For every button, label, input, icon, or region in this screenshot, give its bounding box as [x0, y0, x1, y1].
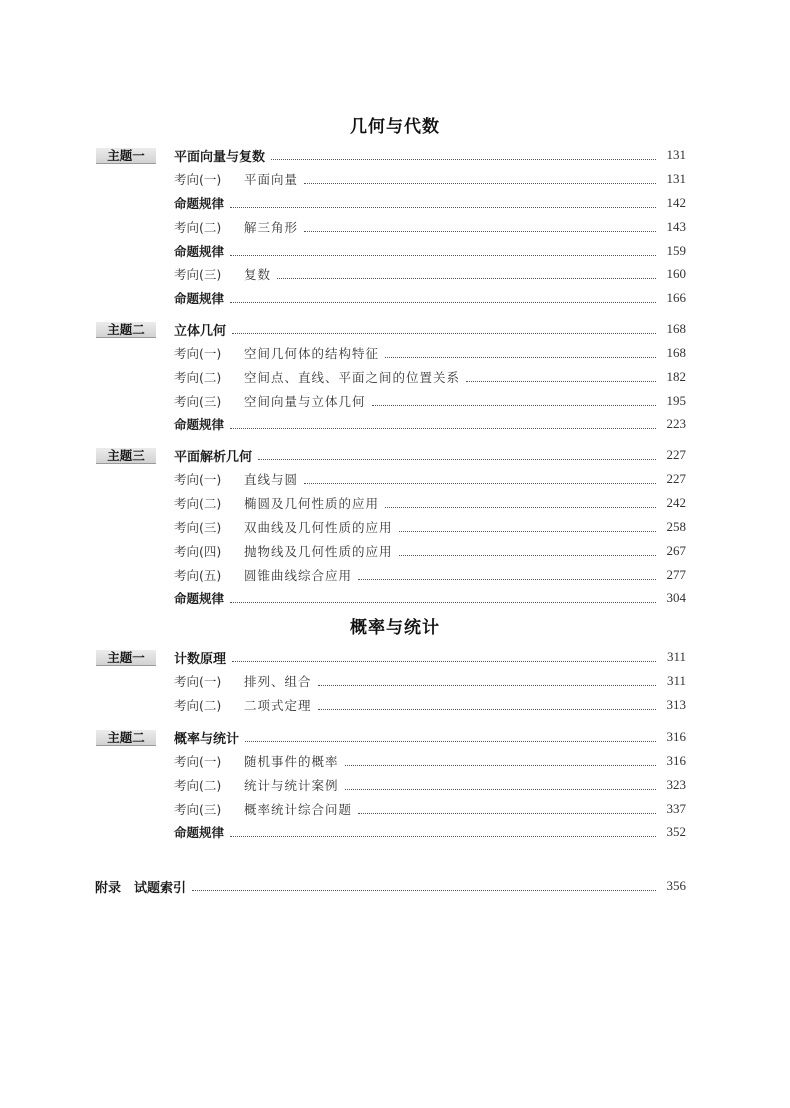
page-number: 304: [666, 590, 686, 605]
topic-label: 考向(二) 解三角形: [174, 220, 299, 235]
dot-leader: [399, 531, 656, 532]
dot-leader: [304, 483, 656, 484]
toc-entry[interactable]: [174, 446, 686, 464]
dot-leader: [358, 579, 656, 580]
dot-leader: [318, 709, 656, 710]
toc-entry[interactable]: [174, 589, 686, 607]
page-number: 227: [666, 447, 686, 462]
page-number: 131: [666, 171, 686, 186]
topic-label: 考向(二) 统计与统计案例: [174, 778, 339, 793]
dot-leader: [345, 765, 656, 766]
dot-leader: [232, 661, 656, 662]
page-number: 223: [666, 416, 686, 431]
theme-title: 平面向量与复数: [174, 149, 266, 165]
theme-title: 计数原理: [174, 651, 227, 667]
toc-entry[interactable]: [174, 368, 686, 386]
rule-label: 命题规律: [174, 591, 225, 606]
page-number: 160: [666, 266, 686, 281]
theme-title: 立体几何: [174, 323, 227, 339]
toc-entry[interactable]: [174, 146, 686, 164]
page-number: 311: [666, 673, 686, 688]
dot-leader: [345, 789, 656, 790]
topic-label: 考向(四) 抛物线及几何性质的应用: [174, 544, 393, 559]
page-number: 352: [666, 824, 686, 839]
dot-leader: [466, 381, 656, 382]
dot-leader: [230, 207, 656, 208]
topic-label: 考向(一) 空间几何体的结构特征: [174, 346, 380, 361]
theme-tag: 主题二: [96, 730, 156, 746]
page-number: 311: [666, 649, 686, 664]
rule-label: 命题规律: [174, 825, 225, 840]
rule-label: 命题规律: [174, 291, 225, 306]
toc-entry[interactable]: [174, 265, 686, 283]
dot-leader: [304, 183, 656, 184]
dot-leader: [230, 302, 656, 303]
toc-entry[interactable]: [174, 800, 686, 818]
toc-entry[interactable]: [174, 289, 686, 307]
page-number: 316: [666, 729, 686, 744]
page-number: 142: [666, 195, 686, 210]
page-number: 182: [666, 369, 686, 384]
toc-entry[interactable]: [174, 542, 686, 560]
dot-leader: [192, 890, 656, 891]
page-number: 227: [666, 471, 686, 486]
theme-title: 平面解析几何: [174, 449, 253, 465]
theme-tag: 主题二: [96, 322, 156, 338]
page-number: 267: [666, 543, 686, 558]
toc-entry[interactable]: [174, 218, 686, 236]
page-number: 242: [666, 495, 686, 510]
rule-label: 命题规律: [174, 196, 225, 211]
dot-leader: [245, 741, 656, 742]
toc-entry[interactable]: [174, 566, 686, 584]
topic-label: 考向(二) 二项式定理: [174, 698, 312, 713]
toc-entry[interactable]: [174, 344, 686, 362]
page-number: 313: [666, 697, 686, 712]
topic-label: 考向(二) 空间点、直线、平面之间的位置关系: [174, 370, 461, 385]
page-number: 195: [666, 393, 686, 408]
toc-entry[interactable]: [174, 320, 686, 338]
dot-leader: [399, 555, 656, 556]
page-number: 168: [666, 321, 686, 336]
dot-leader: [230, 428, 656, 429]
topic-label: 考向(一) 随机事件的概率: [174, 754, 339, 769]
section-title: 几何与代数: [350, 117, 440, 137]
topic-label: 考向(一) 平面向量: [174, 172, 299, 187]
section-title: 概率与统计: [350, 618, 440, 638]
toc-entry[interactable]: [174, 776, 686, 794]
topic-label: 考向(三) 空间向量与立体几何: [174, 394, 366, 409]
page-number: 337: [666, 801, 686, 816]
topic-label: 考向(五) 圆锥曲线综合应用: [174, 568, 353, 583]
dot-leader: [271, 159, 656, 160]
page-number: 166: [666, 290, 686, 305]
topic-label: 考向(三) 复数: [174, 267, 272, 282]
rule-label: 命题规律: [174, 417, 225, 432]
topic-label: 考向(三) 概率统计综合问题: [174, 802, 353, 817]
theme-tag: 主题一: [96, 650, 156, 666]
toc-entry[interactable]: [174, 518, 686, 536]
toc-entry[interactable]: [174, 194, 686, 212]
toc-entry[interactable]: [174, 648, 686, 666]
toc-entry[interactable]: [174, 823, 686, 841]
toc-entry[interactable]: [174, 392, 686, 410]
page-number: 316: [666, 753, 686, 768]
toc-entry[interactable]: [174, 415, 686, 433]
topic-label: 考向(三) 双曲线及几何性质的应用: [174, 520, 393, 535]
theme-tag: 主题一: [96, 148, 156, 164]
page-number: 131: [666, 147, 686, 162]
dot-leader: [304, 231, 656, 232]
dot-leader: [230, 255, 656, 256]
toc-entry[interactable]: [174, 696, 686, 714]
dot-leader: [230, 836, 656, 837]
toc-entry[interactable]: [174, 752, 686, 770]
dot-leader: [385, 357, 656, 358]
topic-label: 考向(二) 椭圆及几何性质的应用: [174, 496, 380, 511]
page-number: 323: [666, 777, 686, 792]
theme-title: 概率与统计: [174, 731, 240, 747]
toc-entry[interactable]: [174, 494, 686, 512]
dot-leader: [318, 685, 656, 686]
dot-leader: [385, 507, 656, 508]
toc-entry[interactable]: [174, 170, 686, 188]
toc-entry[interactable]: [174, 242, 686, 260]
page-number: 168: [666, 345, 686, 360]
page-number: 356: [666, 878, 686, 893]
topic-label: 考向(一) 排列、组合: [174, 674, 312, 689]
dot-leader: [232, 333, 656, 334]
appendix-label: 附录 试题索引: [95, 880, 187, 896]
rule-label: 命题规律: [174, 244, 225, 259]
dot-leader: [277, 278, 656, 279]
theme-tag: 主题三: [96, 448, 156, 464]
page-number: 143: [666, 219, 686, 234]
dot-leader: [258, 459, 656, 460]
dot-leader: [230, 602, 656, 603]
dot-leader: [358, 813, 656, 814]
page-number: 159: [666, 243, 686, 258]
page-number: 277: [666, 567, 686, 582]
toc-entry-appendix[interactable]: [95, 877, 686, 895]
toc-entry[interactable]: [174, 470, 686, 488]
dot-leader: [372, 405, 656, 406]
page-number: 258: [666, 519, 686, 534]
toc-entry[interactable]: [174, 728, 686, 746]
topic-label: 考向(一) 直线与圆: [174, 472, 299, 487]
toc-entry[interactable]: [174, 672, 686, 690]
